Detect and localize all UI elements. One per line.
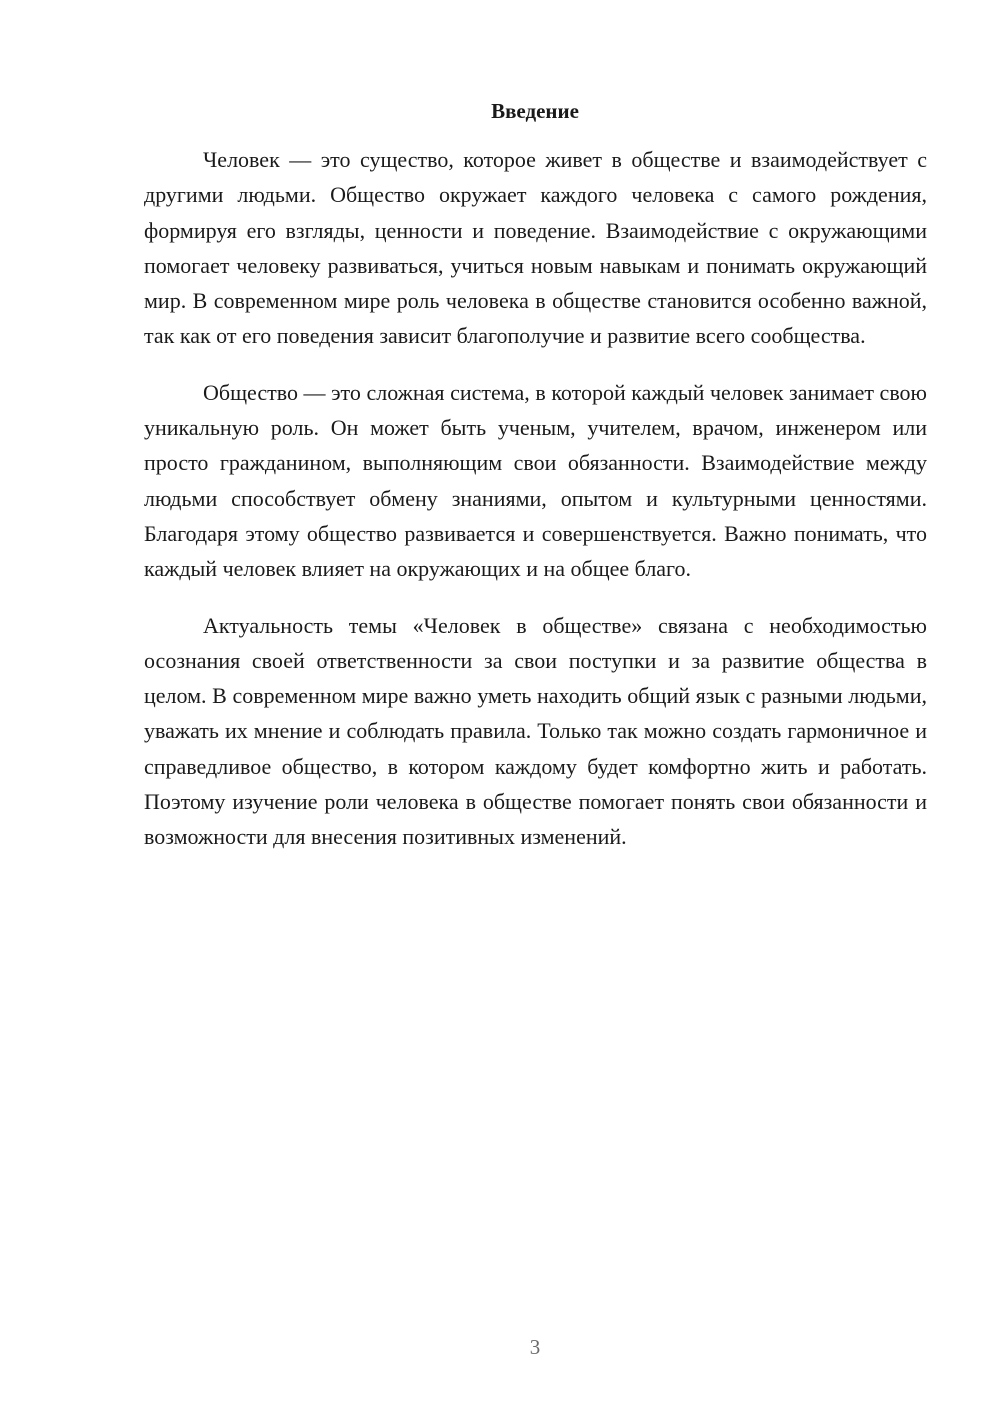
section-heading: Введение — [491, 99, 579, 123]
body-text — [144, 142, 927, 855]
page-number: 3 — [529, 1335, 541, 1359]
paragraph-1: Человек — это существо, которое живет в обществе и взаимодействует с другими людьми. Общество окружает каждого человека с самого рождения, формируя его взгляды, ценности и поведение. Взаимодействие с окружающими помогает человеку развиваться, учиться новым навыкам и понимать окружающий мир. В современном мире роль человека в обществе становится особенно важной, так как от его поведения зависит благополучие и развитие всего сообщества. — [144, 147, 927, 349]
paragraph-3: Актуальность темы «Человек в обществе» связана с необходимостью осознания своей ответственности за свои поступки и за развитие общества в целом. В современном мире важно уметь находить общий язык с разными людьми, уважать их мнение и соблюдать правила. Только так можно создать гармоничное и справедливое общество, в котором каждому будет комфортно жить и работать. Поэтому изучение роли человека в обществе помогает понять свои обязанности и возможности для внесения позитивных изменений. — [144, 612, 927, 850]
paragraph-2: Общество — это сложная система, в которой каждый человек занимает свою уникальную роль. Он может быть ученым, учителем, врачом, инженером или просто гражданином, выполняющим свои обязанности. Взаимодействие между людьми способствует обмену знаниями, опытом и культурными ценностями. Благодаря этому общество развивается и совершенствуется. Важно понимать, что каждый человек влияет на окружающих и на общее благо. — [144, 379, 927, 582]
